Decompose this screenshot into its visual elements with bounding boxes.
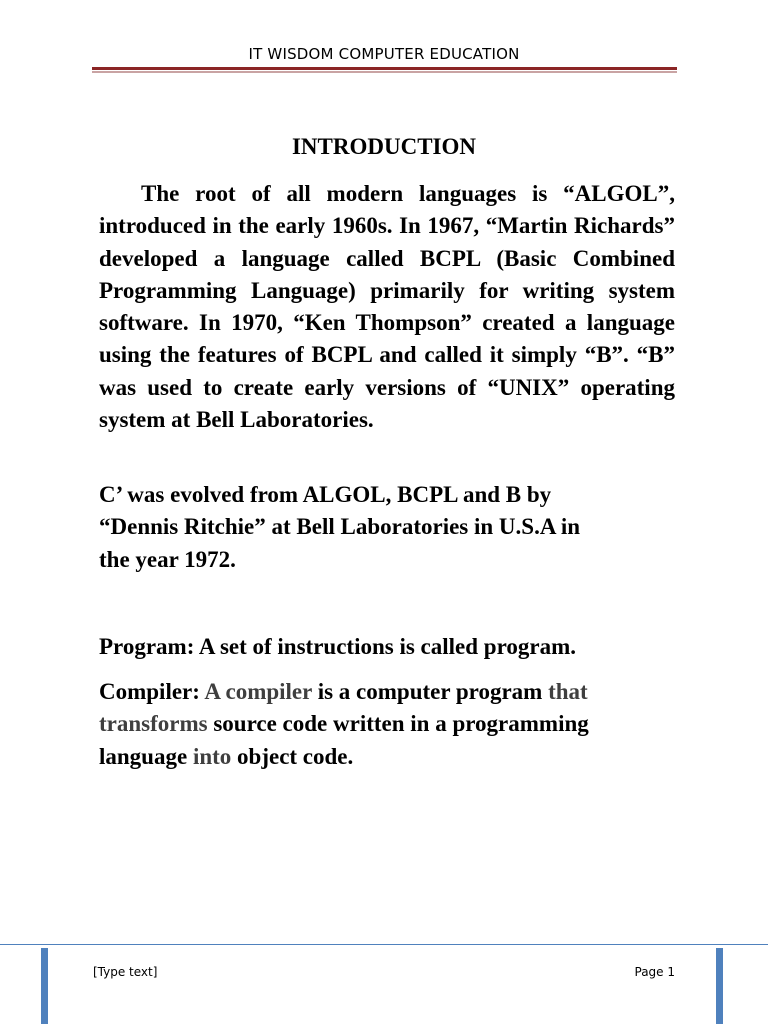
header-title: IT WISDOM COMPUTER EDUCATION <box>248 45 520 63</box>
page-number: Page 1 <box>634 965 675 979</box>
footer-bar-right <box>716 948 723 1024</box>
history-paragraph: The root of all modern languages is “ALGOL”, introduced in the early 1960s. In 1967, “Martin Richards” developed a language called BCPL (Basic Combined Programming Language) primarily for writing system software. In 1970, “Ken Thompson” created a language using the features of BCPL and called it simply “B”. “B” was used to create early versions of “UNIX” operating system at Bell Laboratories. <box>99 181 675 433</box>
program-definition: Program: A set of instructions is called program. <box>99 634 576 659</box>
compiler-term: Compiler: <box>99 679 200 704</box>
footer-rule <box>0 944 768 945</box>
c-origin-line-2: “Dennis Ritchie” at Bell Laboratories in U.S.A in <box>99 514 581 540</box>
compiler-text-4: source code written in a <box>207 711 447 737</box>
compiler-text-3: that transforms <box>99 679 588 737</box>
compiler-text-2: is a computer program <box>311 679 543 704</box>
compiler-text-7: object code. <box>231 743 354 769</box>
section-heading: INTRODUCTION <box>291 134 477 159</box>
footer-placeholder-text: [Type text] <box>93 965 158 979</box>
c-origin-paragraph <box>99 479 659 576</box>
c-origin-line-1: C’ was evolved from ALGOL, BCPL and B by <box>99 482 552 507</box>
compiler-text-6: into <box>187 743 232 769</box>
header-rule-shadow <box>92 71 677 73</box>
header-rule <box>92 67 677 70</box>
footer-bar-left <box>41 948 48 1024</box>
compiler-text-5: programming language <box>99 711 589 769</box>
compiler-definition <box>99 676 669 773</box>
c-origin-line-3: the year 1972. <box>99 546 236 572</box>
compiler-text-1: A compiler <box>199 679 312 704</box>
